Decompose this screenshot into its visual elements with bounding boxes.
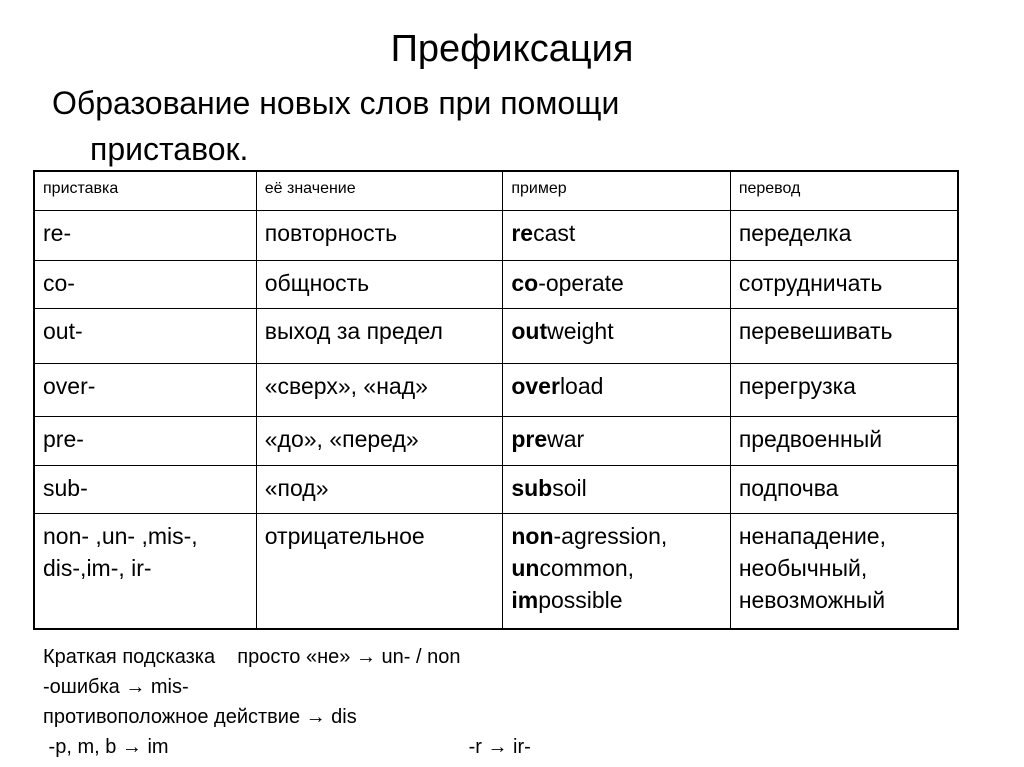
example-prefix: im [511, 587, 539, 613]
meaning-cell: общность [256, 261, 503, 309]
example-word [511, 472, 721, 504]
example-word [511, 217, 721, 249]
slide-title: Префиксация [390, 28, 634, 70]
example-cell [503, 514, 730, 629]
header-example: пример [503, 171, 730, 211]
example-word [511, 520, 721, 552]
example-prefix: co [511, 270, 539, 296]
translation-cell: ненападение, необычный, невозможный [730, 514, 958, 629]
example-cell [503, 261, 730, 309]
translation-cell: перевешивать [730, 309, 958, 364]
translation-cell: подпочва [730, 466, 958, 514]
table-row [34, 364, 958, 417]
example-stem: war [547, 426, 585, 452]
example-word [511, 267, 721, 299]
subtitle-line-1: Образование новых слов при помощи [52, 85, 620, 121]
hint-line: противоположное действие → dis [43, 706, 357, 728]
example-stem: -operate [538, 270, 624, 296]
header-meaning: её значение [256, 171, 503, 211]
example-word [511, 552, 721, 584]
example-word [511, 315, 721, 347]
hint-line: -p, m, b → im -r → ir- [43, 736, 531, 758]
example-prefix: over [511, 373, 560, 399]
prefix-cell: sub- [34, 466, 256, 514]
hint-line: -ошибка → mis- [43, 676, 189, 698]
example-stem: possible [538, 587, 623, 613]
slide-subtitle [52, 80, 752, 172]
translation-cell: сотрудничать [730, 261, 958, 309]
meaning-cell: выход за предел [256, 309, 503, 364]
example-stem: common, [539, 555, 635, 581]
example-prefix: pre [511, 426, 548, 452]
example-word [511, 423, 721, 455]
translation-cell: переделка [730, 211, 958, 261]
example-stem: weight [547, 318, 614, 344]
example-cell [503, 417, 730, 466]
hint-line: Краткая подсказка просто «не» → un- / non [43, 646, 461, 668]
example-cell [503, 211, 730, 261]
prefix-cell: pre- [34, 417, 256, 466]
prefix-cell: re- [34, 211, 256, 261]
example-prefix: sub [511, 475, 553, 501]
example-cell [503, 364, 730, 417]
table-row [34, 211, 958, 261]
prefix-table [33, 170, 959, 630]
prefix-cell: co- [34, 261, 256, 309]
meaning-cell: «под» [256, 466, 503, 514]
example-prefix: un [511, 555, 540, 581]
header-translation: перевод [730, 171, 958, 211]
example-word [511, 370, 721, 402]
prefix-cell: non- ,un- ,mis-, dis-,im-, ir- [34, 514, 256, 629]
example-stem: load [559, 373, 604, 399]
prefix-cell: out- [34, 309, 256, 364]
meaning-cell: отрицательное [256, 514, 503, 629]
table-row [34, 417, 958, 466]
example-prefix: re [511, 220, 534, 246]
example-prefix: non [511, 523, 554, 549]
example-cell [503, 466, 730, 514]
subtitle-line-2: приставок. [90, 131, 249, 167]
header-prefix: приставка [34, 171, 256, 211]
table-row [34, 514, 958, 629]
prefix-cell: over- [34, 364, 256, 417]
translation-cell: перегрузка [730, 364, 958, 417]
meaning-cell: «до», «перед» [256, 417, 503, 466]
table-header-row [34, 171, 958, 211]
example-cell [503, 309, 730, 364]
example-stem: soil [552, 475, 587, 501]
example-stem: cast [533, 220, 576, 246]
example-stem: -agression, [553, 523, 668, 549]
hint-notes [43, 642, 531, 762]
example-prefix: out [511, 318, 548, 344]
meaning-cell: повторность [256, 211, 503, 261]
meaning-cell: «сверх», «над» [256, 364, 503, 417]
table-row [34, 466, 958, 514]
table-row [34, 261, 958, 309]
translation-cell: предвоенный [730, 417, 958, 466]
example-word [511, 584, 721, 616]
table-row [34, 309, 958, 364]
